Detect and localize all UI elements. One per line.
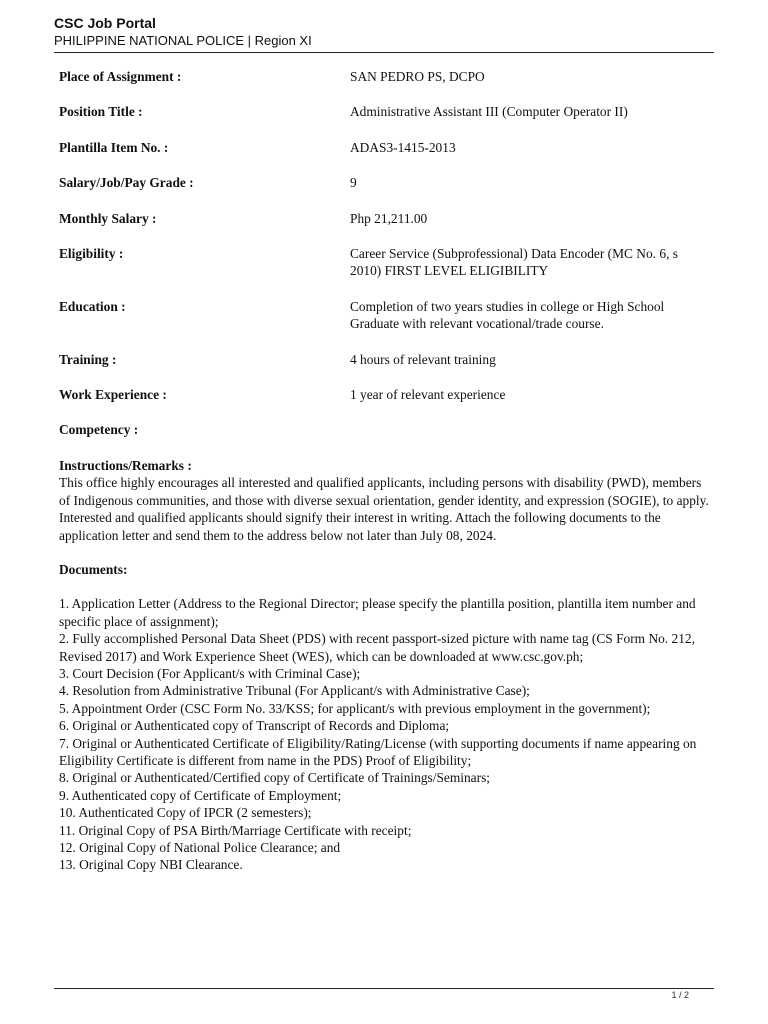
list-item: 11. Original Copy of PSA Birth/Marriage Certificate with receipt; <box>59 822 412 838</box>
field-work-experience <box>59 386 711 403</box>
field-value: Career Service (Subprofessional) Data Encoder (MC No. 6, s 2010) FIRST LEVEL ELIGIBILITY <box>350 246 678 279</box>
field-education <box>59 298 711 333</box>
documents-list <box>59 595 711 874</box>
field-value: 9 <box>350 175 357 191</box>
list-item: 5. Appointment Order (CSC Form No. 33/KSS; for applicant/s with previous employment in the government); <box>59 700 651 716</box>
list-item: 7. Original or Authenticated Certificate of Eligibility/Rating/License (with supporting documents if name appearing on Eligibility Certificate is different from name in the PDS) Proof of Eligibility; <box>59 735 697 768</box>
documents-heading: Documents: <box>59 561 128 577</box>
field-position-title <box>59 103 711 120</box>
field-label: Plantilla Item No. : <box>59 139 169 155</box>
list-item: 2. Fully accomplished Personal Data Sheet (PDS) with recent passport-sized picture with name tag (CS Form No. 212, Revised 2017) and Work Experience Sheet (WES), which can be downloaded at www.csc.gov.ph; <box>59 631 695 664</box>
header-divider <box>54 52 714 53</box>
field-label: Eligibility : <box>59 246 124 262</box>
field-training <box>59 351 711 368</box>
field-value: Php 21,211.00 <box>350 210 428 226</box>
page-header <box>54 15 714 49</box>
field-value: ADAS3-1415-2013 <box>350 139 456 155</box>
list-item: 12. Original Copy of National Police Clearance; and <box>59 840 341 855</box>
portal-title: CSC Job Portal <box>54 15 156 31</box>
field-monthly-salary <box>59 210 711 227</box>
field-plantilla-item <box>59 139 711 156</box>
agency-region: PHILIPPINE NATIONAL POLICE | Region XI <box>54 33 312 48</box>
field-eligibility <box>59 245 711 280</box>
field-competency <box>59 421 711 438</box>
instructions-heading: Instructions/Remarks : <box>59 457 192 473</box>
field-value: 4 hours of relevant training <box>350 351 496 367</box>
field-value: SAN PEDRO PS, DCPO <box>350 69 485 84</box>
field-label: Training : <box>59 351 117 367</box>
list-item: 1. Application Letter (Address to the Regional Director; please specify the plantilla position, plantilla item number and specific place of assignment); <box>59 596 696 629</box>
field-label: Salary/Job/Pay Grade : <box>59 175 194 191</box>
footer-divider <box>54 988 714 989</box>
field-value: Completion of two years studies in college or High School Graduate with relevant vocational/trade course. <box>350 298 665 332</box>
list-item: 13. Original Copy NBI Clearance. <box>59 857 243 873</box>
field-salary-grade <box>59 174 711 191</box>
field-place-of-assignment <box>59 68 711 85</box>
field-label: Place of Assignment : <box>59 69 182 84</box>
job-details <box>59 68 711 874</box>
list-item: 6. Original or Authenticated copy of Transcript of Records and Diploma; <box>59 718 450 734</box>
field-label: Education : <box>59 298 126 314</box>
field-value: 1 year of relevant experience <box>350 387 506 403</box>
page-number: 1 / 2 <box>671 990 689 1000</box>
list-item: 10. Authenticated Copy of IPCR (2 semesters); <box>59 805 312 821</box>
field-label: Work Experience : <box>59 387 167 403</box>
list-item: 3. Court Decision (For Applicant/s with Criminal Case); <box>59 665 361 681</box>
instructions-body: This office highly encourages all interested and qualified applicants, including persons with disability (PWD), members of Indigenous communities, and those with diverse sexual orientation, gender identity, and expression (SOGIE), to apply. Interested and qualified applicants should signify their interest in writing. Attach the following documents to the application letter and send them to the address below not later than July 08, 2024. <box>59 475 709 543</box>
field-label: Position Title : <box>59 104 143 120</box>
list-item: 9. Authenticated copy of Certificate of Employment; <box>59 787 342 803</box>
field-value: Administrative Assistant III (Computer Operator II) <box>350 104 628 120</box>
list-item: 8. Original or Authenticated/Certified copy of Certificate of Trainings/Seminars; <box>59 770 491 786</box>
list-item: 4. Resolution from Administrative Tribunal (For Applicant/s with Administrative Case); <box>59 683 530 699</box>
field-label: Monthly Salary : <box>59 210 157 226</box>
field-label: Competency : <box>59 422 139 438</box>
